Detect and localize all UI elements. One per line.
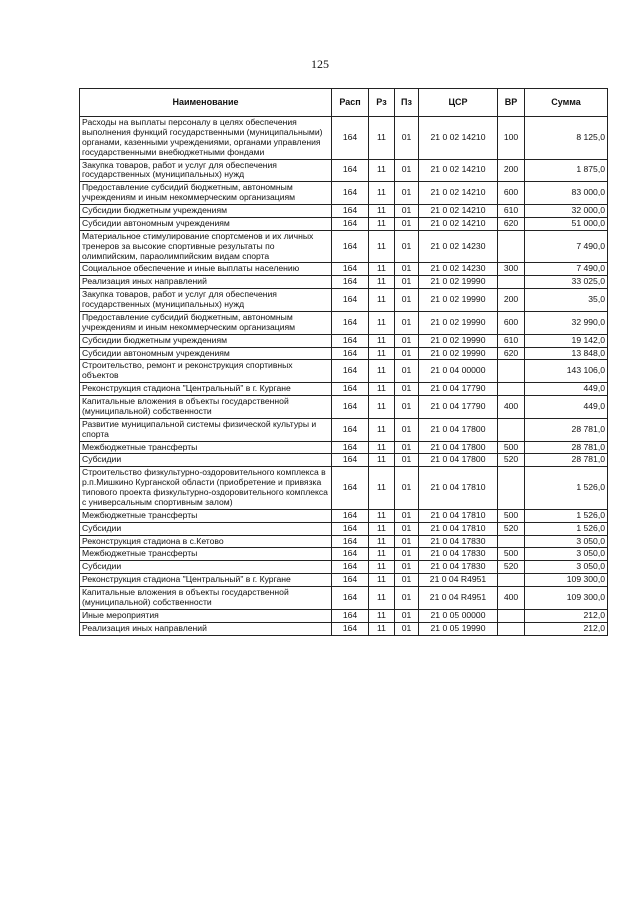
cell-pz: 01 (395, 347, 419, 360)
cell-rz: 11 (369, 205, 395, 218)
cell-sum: 7 490,0 (525, 230, 608, 263)
cell-rz: 11 (369, 587, 395, 610)
cell-name: Развитие муниципальной системы физической культуры и спорта (80, 418, 332, 441)
table-row (80, 509, 608, 522)
cell-pz: 01 (395, 289, 419, 312)
table-row (80, 574, 608, 587)
cell-rz: 11 (369, 622, 395, 635)
cell-sum: 3 050,0 (525, 535, 608, 548)
table-row (80, 548, 608, 561)
column-header-sum: Сумма (525, 89, 608, 117)
cell-name: Реализация иных направлений (80, 276, 332, 289)
cell-vr: 200 (498, 289, 525, 312)
cell-rasp: 164 (332, 561, 369, 574)
cell-csr: 21 0 04 17810 (419, 467, 498, 510)
column-header-vr: ВР (498, 89, 525, 117)
cell-rasp: 164 (332, 347, 369, 360)
cell-pz: 01 (395, 230, 419, 263)
table-row (80, 396, 608, 419)
cell-rz: 11 (369, 311, 395, 334)
cell-pz: 01 (395, 418, 419, 441)
cell-rasp: 164 (332, 217, 369, 230)
cell-pz: 01 (395, 360, 419, 383)
column-header-name: Наименование (80, 89, 332, 117)
cell-csr: 21 0 05 19990 (419, 622, 498, 635)
cell-pz: 01 (395, 587, 419, 610)
table-row (80, 263, 608, 276)
cell-name: Реконструкция стадиона "Центральный" в г. Кургане (80, 383, 332, 396)
cell-rz: 11 (369, 289, 395, 312)
table-row (80, 587, 608, 610)
table-row (80, 561, 608, 574)
cell-rz: 11 (369, 360, 395, 383)
cell-vr: 600 (498, 182, 525, 205)
cell-name: Реконструкция стадиона в с.Кетово (80, 535, 332, 548)
cell-vr (498, 467, 525, 510)
cell-csr: 21 0 02 14210 (419, 182, 498, 205)
cell-csr: 21 0 02 14230 (419, 230, 498, 263)
cell-pz: 01 (395, 535, 419, 548)
cell-sum: 212,0 (525, 609, 608, 622)
cell-name: Межбюджетные трансферты (80, 509, 332, 522)
cell-name: Иные мероприятия (80, 609, 332, 622)
cell-name: Субсидии (80, 454, 332, 467)
cell-sum: 449,0 (525, 396, 608, 419)
column-header-pz: Пз (395, 89, 419, 117)
cell-csr: 21 0 04 17800 (419, 441, 498, 454)
cell-rasp: 164 (332, 230, 369, 263)
cell-rasp: 164 (332, 622, 369, 635)
cell-vr: 520 (498, 454, 525, 467)
cell-name: Капитальные вложения в объекты государственной (муниципальной) собственности (80, 587, 332, 610)
cell-sum: 1 526,0 (525, 509, 608, 522)
cell-pz: 01 (395, 574, 419, 587)
cell-name: Расходы на выплаты персоналу в целях обеспечения выполнения функций государственными (муниципальными) органами, казенными учреждениями, органами управления государственными внебюджетными фондами (80, 117, 332, 160)
cell-csr: 21 0 04 17830 (419, 548, 498, 561)
cell-rz: 11 (369, 609, 395, 622)
cell-name: Субсидии (80, 522, 332, 535)
cell-pz: 01 (395, 311, 419, 334)
table-row (80, 441, 608, 454)
table-row (80, 276, 608, 289)
cell-pz: 01 (395, 561, 419, 574)
cell-vr (498, 276, 525, 289)
cell-csr: 21 0 04 R4951 (419, 587, 498, 610)
cell-sum: 1 526,0 (525, 522, 608, 535)
cell-pz: 01 (395, 334, 419, 347)
cell-rasp: 164 (332, 396, 369, 419)
cell-csr: 21 0 04 R4951 (419, 574, 498, 587)
cell-sum: 13 848,0 (525, 347, 608, 360)
cell-rz: 11 (369, 441, 395, 454)
cell-name: Реализация иных направлений (80, 622, 332, 635)
cell-vr: 300 (498, 263, 525, 276)
cell-sum: 51 000,0 (525, 217, 608, 230)
cell-name: Субсидии бюджетным учреждениям (80, 334, 332, 347)
cell-name: Закупка товаров, работ и услуг для обеспечения государственных (муниципальных) нужд (80, 289, 332, 312)
cell-pz: 01 (395, 263, 419, 276)
cell-rz: 11 (369, 396, 395, 419)
cell-sum: 212,0 (525, 622, 608, 635)
cell-sum: 143 106,0 (525, 360, 608, 383)
cell-sum: 3 050,0 (525, 548, 608, 561)
cell-rz: 11 (369, 574, 395, 587)
cell-name: Капитальные вложения в объекты государственной (муниципальной) собственности (80, 396, 332, 419)
cell-name: Материальное стимулирование спортсменов и их личных тренеров за высокие спортивные результаты по олимпийским, параолимпийским видам спорта (80, 230, 332, 263)
cell-name: Закупка товаров, работ и услуг для обеспечения государственных (муниципальных) нужд (80, 159, 332, 182)
cell-pz: 01 (395, 117, 419, 160)
cell-csr: 21 0 04 00000 (419, 360, 498, 383)
cell-name: Строительство, ремонт и реконструкция спортивных объектов (80, 360, 332, 383)
cell-csr: 21 0 04 17790 (419, 383, 498, 396)
cell-sum: 32 000,0 (525, 205, 608, 218)
cell-csr: 21 0 04 17830 (419, 535, 498, 548)
cell-sum: 109 300,0 (525, 587, 608, 610)
table-row (80, 117, 608, 160)
table-row (80, 217, 608, 230)
cell-sum: 109 300,0 (525, 574, 608, 587)
cell-vr: 500 (498, 548, 525, 561)
cell-rz: 11 (369, 117, 395, 160)
cell-rasp: 164 (332, 360, 369, 383)
cell-name: Субсидии автономным учреждениям (80, 347, 332, 360)
cell-vr: 400 (498, 587, 525, 610)
cell-name: Социальное обеспечение и иные выплаты населению (80, 263, 332, 276)
cell-sum: 32 990,0 (525, 311, 608, 334)
cell-name: Строительство физкультурно-оздоровительного комплекса в р.п.Мишкино Курганской области (приобретение и привязка типового проекта физкультурно-оздоровительного комплекса с универсальным спортивным залом) (80, 467, 332, 510)
cell-csr: 21 0 05 00000 (419, 609, 498, 622)
cell-rasp: 164 (332, 289, 369, 312)
cell-csr: 21 0 02 14210 (419, 205, 498, 218)
cell-name: Субсидии автономным учреждениям (80, 217, 332, 230)
cell-name: Реконструкция стадиона "Центральный" в г. Кургане (80, 574, 332, 587)
cell-vr (498, 360, 525, 383)
cell-rasp: 164 (332, 117, 369, 160)
cell-rz: 11 (369, 561, 395, 574)
cell-name: Субсидии бюджетным учреждениям (80, 205, 332, 218)
cell-rz: 11 (369, 334, 395, 347)
cell-rasp: 164 (332, 574, 369, 587)
table-row (80, 418, 608, 441)
cell-csr: 21 0 02 14210 (419, 159, 498, 182)
cell-pz: 01 (395, 509, 419, 522)
cell-rz: 11 (369, 548, 395, 561)
cell-vr: 400 (498, 396, 525, 419)
cell-csr: 21 0 02 14210 (419, 217, 498, 230)
cell-rasp: 164 (332, 467, 369, 510)
cell-vr (498, 230, 525, 263)
cell-sum: 28 781,0 (525, 418, 608, 441)
cell-csr: 21 0 02 19990 (419, 311, 498, 334)
cell-rz: 11 (369, 347, 395, 360)
table-row (80, 182, 608, 205)
cell-rasp: 164 (332, 535, 369, 548)
cell-rz: 11 (369, 383, 395, 396)
cell-pz: 01 (395, 454, 419, 467)
cell-vr: 520 (498, 561, 525, 574)
table-row (80, 230, 608, 263)
cell-pz: 01 (395, 217, 419, 230)
table-row (80, 535, 608, 548)
cell-name: Субсидии (80, 561, 332, 574)
cell-vr: 610 (498, 205, 525, 218)
cell-rasp: 164 (332, 334, 369, 347)
cell-rasp: 164 (332, 609, 369, 622)
cell-sum: 8 125,0 (525, 117, 608, 160)
cell-pz: 01 (395, 205, 419, 218)
table-header-row (80, 89, 608, 117)
cell-pz: 01 (395, 467, 419, 510)
cell-pz: 01 (395, 548, 419, 561)
cell-rz: 11 (369, 467, 395, 510)
cell-vr: 520 (498, 522, 525, 535)
cell-rz: 11 (369, 454, 395, 467)
cell-name: Предоставление субсидий бюджетным, автономным учреждениям и иным некоммерческим организациям (80, 182, 332, 205)
cell-rasp: 164 (332, 182, 369, 205)
cell-vr (498, 609, 525, 622)
cell-vr (498, 535, 525, 548)
cell-sum: 1 526,0 (525, 467, 608, 510)
cell-vr: 200 (498, 159, 525, 182)
table-row (80, 205, 608, 218)
cell-pz: 01 (395, 383, 419, 396)
cell-rz: 11 (369, 230, 395, 263)
cell-rz: 11 (369, 418, 395, 441)
cell-rz: 11 (369, 217, 395, 230)
cell-pz: 01 (395, 522, 419, 535)
cell-vr (498, 383, 525, 396)
cell-sum: 449,0 (525, 383, 608, 396)
cell-sum: 7 490,0 (525, 263, 608, 276)
table-row (80, 383, 608, 396)
cell-csr: 21 0 04 17790 (419, 396, 498, 419)
cell-pz: 01 (395, 609, 419, 622)
cell-csr: 21 0 04 17800 (419, 418, 498, 441)
table-row (80, 159, 608, 182)
cell-rasp: 164 (332, 522, 369, 535)
cell-vr: 500 (498, 509, 525, 522)
column-header-rz: Рз (369, 89, 395, 117)
table-row (80, 609, 608, 622)
cell-vr: 600 (498, 311, 525, 334)
cell-rz: 11 (369, 159, 395, 182)
cell-rasp: 164 (332, 441, 369, 454)
table-row (80, 311, 608, 334)
cell-sum: 83 000,0 (525, 182, 608, 205)
cell-sum: 28 781,0 (525, 441, 608, 454)
cell-rasp: 164 (332, 205, 369, 218)
cell-pz: 01 (395, 159, 419, 182)
column-header-csr: ЦСР (419, 89, 498, 117)
table-body (80, 117, 608, 636)
cell-csr: 21 0 04 17810 (419, 509, 498, 522)
cell-sum: 19 142,0 (525, 334, 608, 347)
table-row (80, 454, 608, 467)
cell-rasp: 164 (332, 418, 369, 441)
cell-name: Межбюджетные трансферты (80, 441, 332, 454)
table-row (80, 347, 608, 360)
cell-rasp: 164 (332, 509, 369, 522)
cell-csr: 21 0 04 17830 (419, 561, 498, 574)
cell-vr: 500 (498, 441, 525, 454)
budget-table (79, 88, 608, 636)
cell-rz: 11 (369, 182, 395, 205)
cell-rz: 11 (369, 509, 395, 522)
cell-pz: 01 (395, 622, 419, 635)
cell-csr: 21 0 04 17800 (419, 454, 498, 467)
cell-vr: 620 (498, 347, 525, 360)
table-row (80, 522, 608, 535)
cell-rz: 11 (369, 535, 395, 548)
page-number: 125 (311, 57, 329, 71)
cell-vr: 100 (498, 117, 525, 160)
table-row (80, 289, 608, 312)
cell-rasp: 164 (332, 311, 369, 334)
cell-rz: 11 (369, 263, 395, 276)
column-header-rasp: Расп (332, 89, 369, 117)
cell-vr (498, 574, 525, 587)
cell-pz: 01 (395, 276, 419, 289)
cell-vr (498, 622, 525, 635)
table-row (80, 622, 608, 635)
cell-vr: 610 (498, 334, 525, 347)
cell-csr: 21 0 02 14230 (419, 263, 498, 276)
cell-vr (498, 418, 525, 441)
cell-csr: 21 0 02 14210 (419, 117, 498, 160)
cell-csr: 21 0 02 19990 (419, 347, 498, 360)
cell-pz: 01 (395, 182, 419, 205)
cell-rasp: 164 (332, 263, 369, 276)
table-row (80, 467, 608, 510)
table-row (80, 360, 608, 383)
cell-csr: 21 0 02 19990 (419, 289, 498, 312)
cell-csr: 21 0 02 19990 (419, 334, 498, 347)
cell-sum: 1 875,0 (525, 159, 608, 182)
cell-vr: 620 (498, 217, 525, 230)
cell-sum: 35,0 (525, 289, 608, 312)
cell-pz: 01 (395, 396, 419, 419)
cell-name: Предоставление субсидий бюджетным, автономным учреждениям и иным некоммерческим организациям (80, 311, 332, 334)
cell-rz: 11 (369, 522, 395, 535)
cell-csr: 21 0 04 17810 (419, 522, 498, 535)
cell-name: Межбюджетные трансферты (80, 548, 332, 561)
cell-sum: 28 781,0 (525, 454, 608, 467)
cell-sum: 3 050,0 (525, 561, 608, 574)
table-row (80, 334, 608, 347)
cell-rasp: 164 (332, 159, 369, 182)
cell-rz: 11 (369, 276, 395, 289)
cell-rasp: 164 (332, 383, 369, 396)
cell-csr: 21 0 02 19990 (419, 276, 498, 289)
cell-rasp: 164 (332, 587, 369, 610)
cell-pz: 01 (395, 441, 419, 454)
cell-rasp: 164 (332, 454, 369, 467)
cell-sum: 33 025,0 (525, 276, 608, 289)
cell-rasp: 164 (332, 276, 369, 289)
cell-rasp: 164 (332, 548, 369, 561)
